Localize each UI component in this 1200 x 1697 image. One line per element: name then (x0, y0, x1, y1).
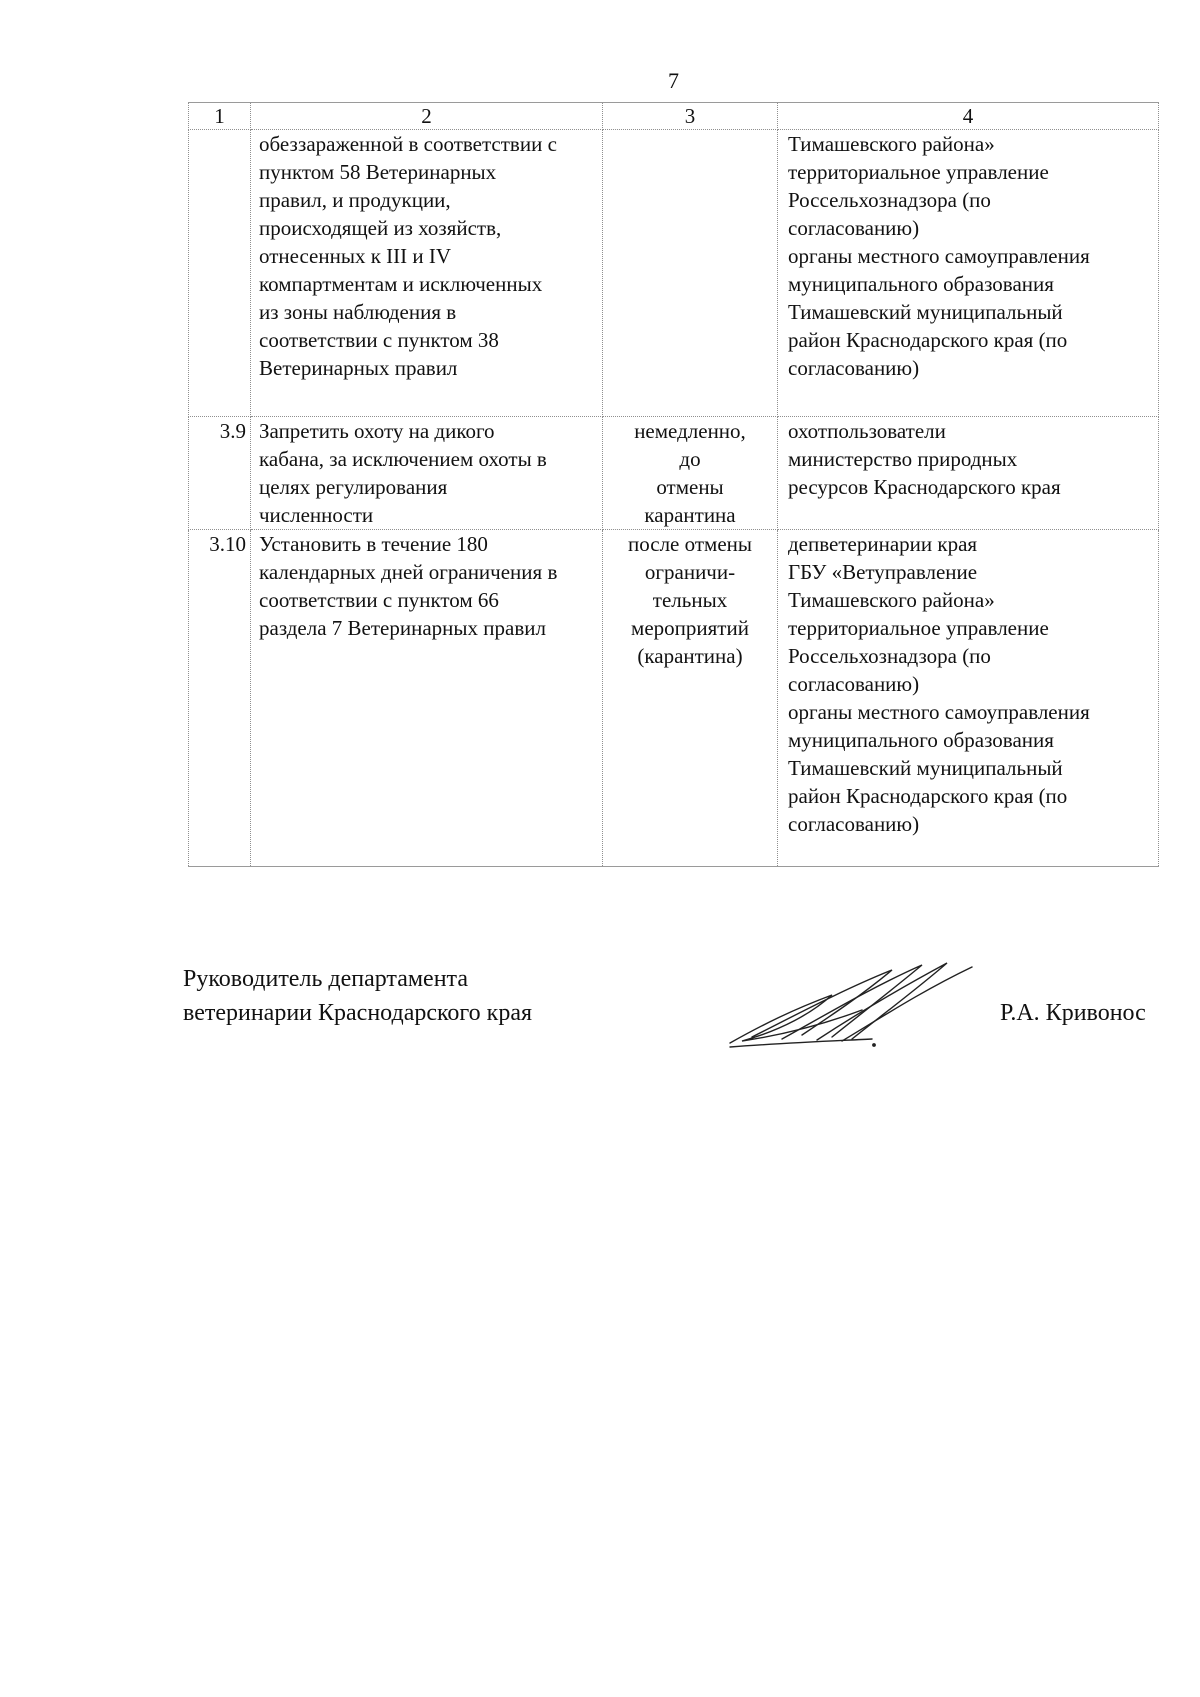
measure-text (251, 530, 603, 867)
text-line: из зоны наблюдения в (259, 300, 457, 324)
text-line: муниципального образования (788, 272, 1054, 296)
text-line: согласованию) (788, 672, 920, 696)
text-line: правил, и продукции, (259, 188, 451, 212)
text-line: Тимашевского района» (788, 588, 995, 612)
text-line: немедленно, (634, 419, 746, 443)
signer-position-line: Руководитель департамента (183, 966, 468, 992)
text-line: соответствии с пунктом 66 (259, 588, 499, 612)
text-line: кабана, за исключением охоты в (259, 447, 547, 471)
responsible-text (778, 530, 1159, 867)
text-line: (карантина) (637, 644, 743, 668)
text-line: соответствии с пунктом 38 (259, 328, 499, 352)
text-line: тельных (652, 588, 728, 612)
text-line: депветеринарии края (788, 532, 978, 556)
text-line: территориальное управление (788, 160, 1049, 184)
term-text (603, 530, 778, 867)
text-line: органы местного самоуправления (788, 244, 1090, 268)
text-line: Запретить охоту на дикого (259, 419, 495, 443)
text-line: министерство природных (788, 447, 1018, 471)
text-line: карантина (644, 503, 736, 527)
text-line: ГБУ «Ветуправление (788, 560, 978, 584)
text-line: органы местного самоуправления (788, 700, 1090, 724)
table-row (189, 417, 1159, 530)
text-line: муниципального образования (788, 728, 1054, 752)
text-line: мероприятий (631, 616, 749, 640)
text-line: Тимашевский муниципальный (788, 756, 1063, 780)
text-line: происходящей из хозяйств, (259, 216, 502, 240)
text-line: охотпользователи (788, 419, 946, 443)
text-line: отнесенных к III и IV (259, 244, 452, 268)
text-line: согласованию) (788, 356, 920, 380)
responsible-text (778, 417, 1159, 530)
text-line: территориальное управление (788, 616, 1049, 640)
text-line: Тимашевского района» (788, 132, 995, 156)
item-number: 3.9 (189, 417, 251, 530)
text-line: раздела 7 Ветеринарных правил (259, 616, 546, 640)
text-line: ограничи- (644, 560, 736, 584)
table-row (189, 130, 1159, 417)
text-line: пунктом 58 Ветеринарных (259, 160, 497, 184)
text-line: согласованию) (788, 812, 920, 836)
signer-name: Р.А. Кривонос (1000, 1000, 1146, 1026)
text-line: отмены (656, 475, 724, 499)
term-text (603, 417, 778, 530)
text-line: Ветеринарных правил (259, 356, 458, 380)
text-line: Россельхознадзора (по (788, 644, 991, 668)
text-line: численности (259, 503, 374, 527)
term-text (603, 130, 778, 417)
text-line: после отмены (628, 532, 752, 556)
text-line: согласованию) (788, 216, 920, 240)
signer-position-line: ветеринарии Краснодарского края (183, 1000, 533, 1026)
text-line: район Краснодарского края (по (788, 328, 1068, 352)
column-header: 2 (251, 103, 603, 130)
table-header-row (189, 103, 1159, 130)
measure-text (251, 130, 603, 417)
column-header: 4 (778, 103, 1159, 130)
text-line: ресурсов Краснодарского края (788, 475, 1061, 499)
text-line: район Краснодарского края (по (788, 784, 1068, 808)
page-number: 7 (668, 68, 679, 93)
text-line: Тимашевский муниципальный (788, 300, 1063, 324)
text-line: Россельхознадзора (по (788, 188, 991, 212)
text-line: календарных дней ограничения в (259, 560, 558, 584)
text-line: компартментам и исключенных (259, 272, 543, 296)
text-line: Установить в течение 180 (259, 532, 488, 556)
column-header: 3 (603, 103, 778, 130)
responsible-text (778, 130, 1159, 417)
signer-position (183, 962, 532, 1030)
column-header: 1 (189, 103, 251, 130)
measure-text (251, 417, 603, 530)
text-line: до (679, 447, 701, 471)
text-line: обеззараженной в соответствии с (259, 132, 557, 156)
text-line: целях регулирования (259, 475, 448, 499)
item-number: 3.10 (189, 530, 251, 867)
item-number (189, 130, 251, 417)
table-row (189, 530, 1159, 867)
measures-table (188, 102, 1159, 867)
handwritten-signature (722, 955, 982, 1050)
